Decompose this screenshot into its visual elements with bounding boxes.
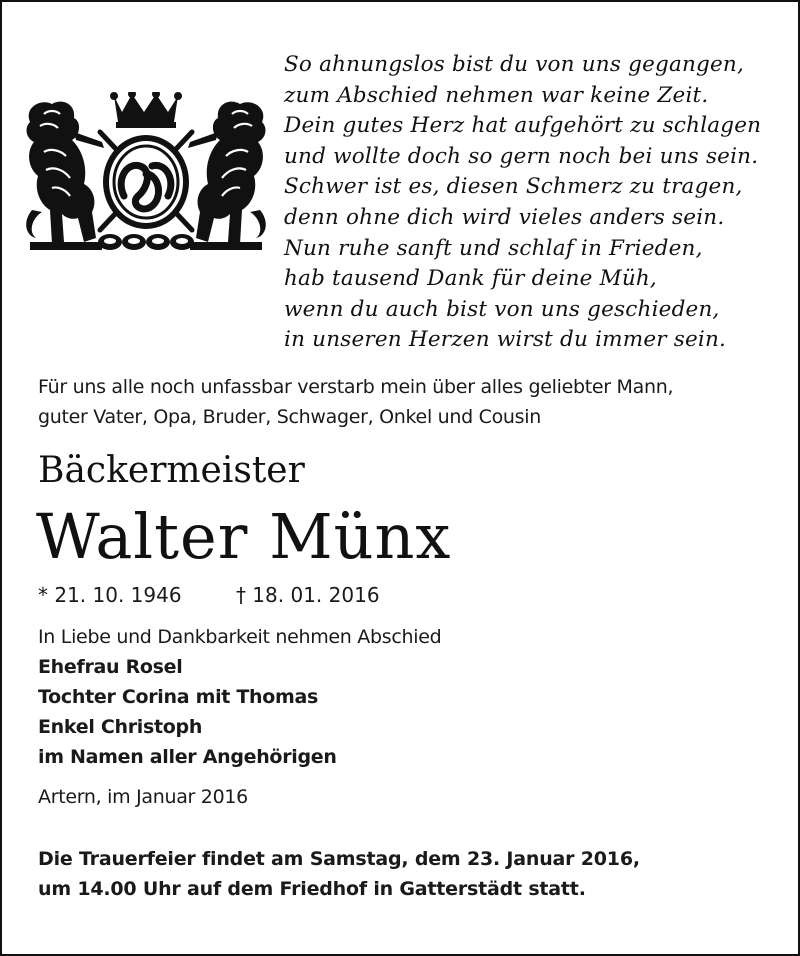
poem-line: zum Abschied nehmen war keine Zeit.: [284, 82, 709, 108]
poem-line: denn ohne dich wird vieles anders sein.: [284, 204, 725, 230]
mourner-name: Ehefrau Rosel: [38, 656, 183, 678]
place-and-date: Artern, im Januar 2016: [38, 786, 248, 808]
poem-line: wenn du auch bist von uns geschieden,: [284, 296, 720, 322]
deceased-name: Walter Münx: [36, 500, 452, 573]
announcement-text: [38, 372, 788, 432]
left-lion-icon: [26, 102, 104, 250]
poem-line: Nun ruhe sanft und schlaf in Frieden,: [284, 235, 703, 261]
right-lion-icon: [188, 102, 266, 250]
deceased-title: Bäckermeister: [38, 450, 305, 491]
ceremony-line: um 14.00 Uhr auf dem Friedhof in Gatterstädt statt.: [38, 878, 586, 900]
mourner-name: Tochter Corina mit Thomas: [38, 686, 319, 708]
poem-line: hab tausend Dank für deine Müh,: [284, 266, 657, 292]
pretzel-shield-icon: [106, 138, 186, 226]
life-dates: [38, 583, 380, 607]
announcement-line: Für uns alle noch unfassbar verstarb mein über alles geliebter Mann,: [38, 376, 674, 398]
birth-date: * 21. 10. 1946: [38, 583, 182, 607]
mourner-name: im Namen aller Angehörigen: [38, 746, 337, 768]
death-date: † 18. 01. 2016: [235, 583, 380, 607]
poem-line: und wollte doch so gern noch bei uns sein.: [284, 143, 759, 169]
mourners-lead: In Liebe und Dankbarkeit nehmen Abschied: [38, 626, 442, 648]
ceremony-line: Die Trauerfeier findet am Samstag, dem 23. Januar 2016,: [38, 848, 640, 870]
funeral-ceremony-info: [38, 844, 788, 904]
crown-icon: [110, 92, 182, 128]
poem-line: Schwer ist es, diesen Schmerz zu tragen,: [284, 174, 743, 200]
announcement-line: guter Vater, Opa, Bruder, Schwager, Onkel und Cousin: [38, 406, 541, 428]
mourners-block: [38, 622, 778, 772]
mourner-name: Enkel Christoph: [38, 716, 203, 738]
poem-line: in unseren Herzen wirst du immer sein.: [284, 327, 727, 353]
baker-guild-crest-icon: [22, 92, 270, 268]
poem-line: So ahnungslos bist du von uns gegangen,: [284, 52, 745, 77]
poem-line: Dein gutes Herz hat aufgehört zu schlagen: [284, 113, 762, 139]
memorial-poem: [284, 50, 784, 356]
